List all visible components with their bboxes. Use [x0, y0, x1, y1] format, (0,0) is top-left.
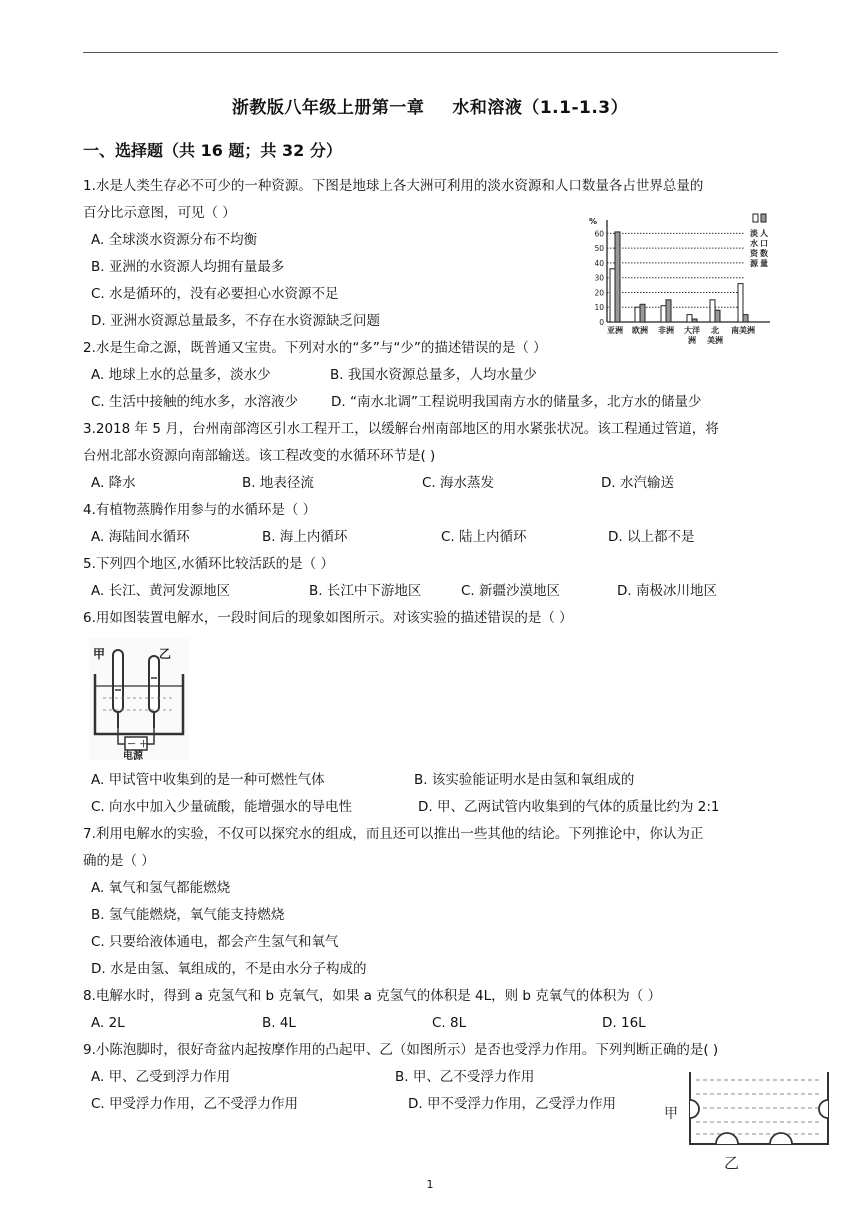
chart-y-unit: % — [589, 217, 598, 226]
q3-option-c[interactable]: C. 海水蒸发 — [422, 475, 495, 491]
q9-option-c[interactable]: C. 甲受浮力作用，乙不受浮力作用 — [91, 1096, 299, 1112]
chart-bar-population — [666, 300, 671, 322]
q8-option-c[interactable]: C. 8L — [432, 1015, 467, 1031]
chart-y-tick-label: 60 — [594, 229, 604, 239]
q5-option-c[interactable]: C. 新疆沙漠地区 — [461, 583, 561, 599]
q3-option-b[interactable]: B. 地表径流 — [242, 475, 314, 491]
legend-label-freshwater: 源 — [750, 259, 758, 268]
question-8-stem: 8.电解水时，得到 a 克氢气和 b 克氧气，如果 a 克氢气的体积是 4L，则 b 克氧气的体积为（ ） — [83, 988, 662, 1004]
label-yi: 乙 — [159, 647, 172, 661]
chart-x-tick-label: 非洲 — [658, 326, 674, 335]
label-jia: 甲 — [93, 647, 106, 661]
question-7-stem-2: 确的是（ ） — [83, 853, 155, 869]
q9-option-b[interactable]: B. 甲、乙不受浮力作用 — [395, 1069, 535, 1085]
title-chapter: 浙教版八年级上册第一章 — [231, 98, 425, 118]
power-label: 电源 — [123, 751, 143, 760]
q2-option-d[interactable]: D. “南水北调”工程说明我国南方水的储量多，北方水的储量少 — [331, 394, 702, 410]
chart-bar-population — [615, 232, 620, 322]
q4-option-c[interactable]: C. 陆上内循环 — [441, 529, 527, 545]
bump-yi-2 — [770, 1133, 792, 1144]
question-4-stem: 4.有植物蒸腾作用参与的水循环是（ ） — [83, 502, 317, 518]
question-3-stem: 3.2018 年 5 月，台州南部湾区引水工程开工，以缓解台州南部地区的用水紧张状况。该工程通过管道，将 — [83, 421, 719, 437]
chart-bar-freshwater — [687, 315, 692, 322]
water-population-chart — [585, 212, 780, 346]
legend-label-population: 人 — [760, 229, 768, 238]
chart-y-tick-label: 50 — [594, 244, 604, 254]
q9-option-a[interactable]: A. 甲、乙受到浮力作用 — [91, 1069, 231, 1085]
q9-option-d[interactable]: D. 甲不受浮力作用，乙受浮力作用 — [408, 1096, 616, 1112]
legend-label-population: 数 — [760, 249, 768, 258]
basin-label-yi: 乙 — [724, 1154, 740, 1172]
q1-option-c[interactable]: C. 水是循环的，没有必要担心水资源不足 — [91, 286, 339, 302]
q5-option-d[interactable]: D. 南极冰川地区 — [617, 583, 717, 599]
q6-option-c[interactable]: C. 向水中加入少量硫酸，能增强水的导电性 — [91, 799, 353, 815]
test-tube-yi — [149, 656, 159, 712]
q1-option-a[interactable]: A. 全球淡水资源分布不均衡 — [91, 232, 258, 248]
q6-option-d[interactable]: D. 甲、乙两试管内收集到的气体的质量比约为 2:1 — [418, 799, 720, 815]
chart-bar-population — [692, 319, 697, 322]
chart-bar-freshwater — [661, 306, 666, 322]
q3-option-a[interactable]: A. 降水 — [91, 475, 136, 491]
bump-jia-left — [690, 1100, 699, 1118]
chart-x-tick-label: 欧洲 — [632, 326, 648, 335]
legend-label-freshwater: 资 — [750, 249, 758, 258]
question-6-stem: 6.用如图装置电解水，一段时间后的现象如图所示。对该实验的描述错误的是（ ） — [83, 610, 573, 626]
electrolysis-apparatus-figure — [89, 638, 189, 760]
q2-option-c[interactable]: C. 生活中接触的纯水多，水溶液少 — [91, 394, 299, 410]
chart-bar-population — [640, 304, 645, 322]
legend-label-freshwater: 淡 — [750, 229, 758, 238]
bump-jia-right — [819, 1100, 828, 1118]
q7-option-b[interactable]: B. 氢气能燃烧，氧气能支持燃烧 — [91, 907, 285, 923]
title-topic: 水和溶液（1.1-1.3） — [452, 98, 629, 118]
chart-x-tick-label: 北 — [711, 326, 719, 335]
chart-bar-freshwater — [710, 300, 715, 322]
q8-option-b[interactable]: B. 4L — [262, 1015, 296, 1031]
q6-option-b[interactable]: B. 该实验能证明水是由氢和氧组成的 — [414, 772, 635, 788]
q8-option-a[interactable]: A. 2L — [91, 1015, 125, 1031]
chart-bar-population — [743, 315, 748, 322]
power-terminals: － ＋ — [127, 740, 149, 750]
legend-label-population: 口 — [760, 239, 768, 248]
legend-label-freshwater: 水 — [750, 239, 758, 248]
question-9-stem: 9.小陈泡脚时，很好奇盆内起按摩作用的凸起甲、乙（如图所示）是否也受浮力作用。下列判断正确的是( ) — [83, 1042, 719, 1058]
q5-option-b[interactable]: B. 长江中下游地区 — [309, 583, 422, 599]
chart-bar-freshwater — [635, 307, 640, 322]
question-1-stem-2: 百分比示意图，可见（ ） — [83, 205, 236, 221]
chart-y-tick-label: 0 — [599, 318, 604, 327]
chart-x-tick-label: 大洋 — [684, 326, 700, 335]
bump-yi-1 — [716, 1133, 738, 1144]
section-heading: 一、选择题（共 16 题；共 32 分） — [83, 141, 342, 160]
q4-option-a[interactable]: A. 海陆间水循环 — [91, 529, 190, 545]
q4-option-d[interactable]: D. 以上都不是 — [608, 529, 695, 545]
q2-option-b[interactable]: B. 我国水资源总量多，人均水量少 — [330, 367, 537, 383]
q7-option-d[interactable]: D. 水是由氢、氧组成的，不是由水分子构成的 — [91, 961, 367, 977]
chart-y-tick-label: 30 — [594, 273, 604, 283]
question-5-stem: 5.下列四个地区,水循环比较活跃的是（ ） — [83, 556, 334, 572]
q5-option-a[interactable]: A. 长江、黄河发源地区 — [91, 583, 231, 599]
chart-bar-population — [715, 310, 720, 322]
foot-basin-figure — [660, 1068, 840, 1172]
q4-option-b[interactable]: B. 海上内循环 — [262, 529, 348, 545]
chart-x-tick-label: 洲 — [688, 336, 696, 345]
q7-option-a[interactable]: A. 氧气和氢气都能燃烧 — [91, 880, 231, 896]
legend-label-population: 量 — [760, 259, 768, 268]
chart-x-tick-label: 美洲 — [707, 336, 723, 345]
basin-label-jia: 甲 — [664, 1106, 678, 1122]
q3-option-d[interactable]: D. 水汽输送 — [601, 475, 674, 491]
header-rule — [83, 52, 778, 53]
question-7-stem: 7.利用电解水的实验，不仅可以探究水的组成，而且还可以推出一些其他的结论。下列推论中，你认为正 — [83, 826, 704, 842]
q8-option-d[interactable]: D. 16L — [602, 1015, 646, 1031]
q1-option-b[interactable]: B. 亚洲的水资源人均拥有量最多 — [91, 259, 285, 275]
question-3-stem-2: 台州北部水资源向南部输送。该工程改变的水循环环节是( ) — [83, 448, 436, 464]
chart-y-tick-label: 40 — [594, 258, 604, 268]
chart-bar-freshwater — [610, 269, 615, 322]
page-number: 1 — [426, 1178, 434, 1191]
q7-option-c[interactable]: C. 只要给液体通电，都会产生氢气和氧气 — [91, 934, 339, 950]
test-tube-jia — [113, 650, 123, 712]
q6-option-a[interactable]: A. 甲试管中收集到的是一种可燃性气体 — [91, 772, 325, 788]
q2-option-a[interactable]: A. 地球上水的总量多，淡水少 — [91, 367, 271, 383]
chart-x-tick-label: 南美洲 — [731, 326, 755, 335]
question-1-stem: 1.水是人类生存必不可少的一种资源。下图是地球上各大洲可利用的淡水资源和人口数量各占世界总量的 — [83, 178, 704, 194]
legend-swatch-population — [761, 214, 766, 222]
question-2-stem: 2.水是生命之源，既普通又宝贵。下列对水的“多”与“少”的描述错误的是（ ） — [83, 340, 547, 356]
legend-swatch-freshwater — [753, 214, 758, 222]
q1-option-d[interactable]: D. 亚洲水资源总量最多，不存在水资源缺乏问题 — [91, 313, 380, 329]
chart-y-tick-label: 20 — [594, 288, 604, 298]
chart-bar-freshwater — [738, 284, 743, 322]
chart-x-tick-label: 亚洲 — [607, 326, 623, 335]
chart-y-tick-label: 10 — [594, 303, 604, 313]
page-title — [0, 93, 860, 118]
